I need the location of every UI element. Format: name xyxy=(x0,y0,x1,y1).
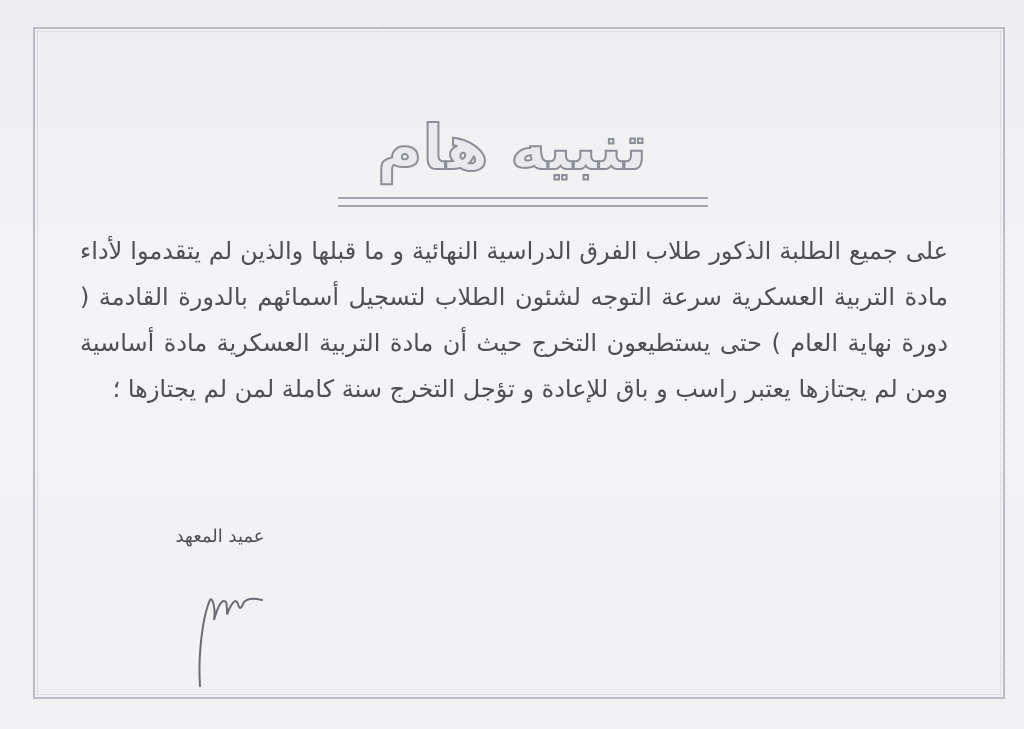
notice-body xyxy=(80,228,948,412)
notice-title: تنبيه هام xyxy=(376,111,648,184)
notice-body-text: على جميع الطلبة الذكور طلاب الفرق الدراسية النهائية و ما قبلها والذين لم يتقدموا لأداء مادة التربية العسكرية سرعة التوجه لشئون الطلاب لتسجيل أسمائهم بالدورة القادمة ( دورة نهاية العام ) حتى يستطيعون التخرج حيث أن مادة التربية العسكرية مادة أساسية ومن لم يجتازها يعتبر راسب و باق للإعادة و تؤجل التخرج سنة كاملة لمن لم يجتازها ؛ xyxy=(80,237,948,403)
title-underline xyxy=(338,197,708,207)
handwritten-signature xyxy=(188,568,268,688)
signer-title: عميد المعهد xyxy=(175,526,265,547)
